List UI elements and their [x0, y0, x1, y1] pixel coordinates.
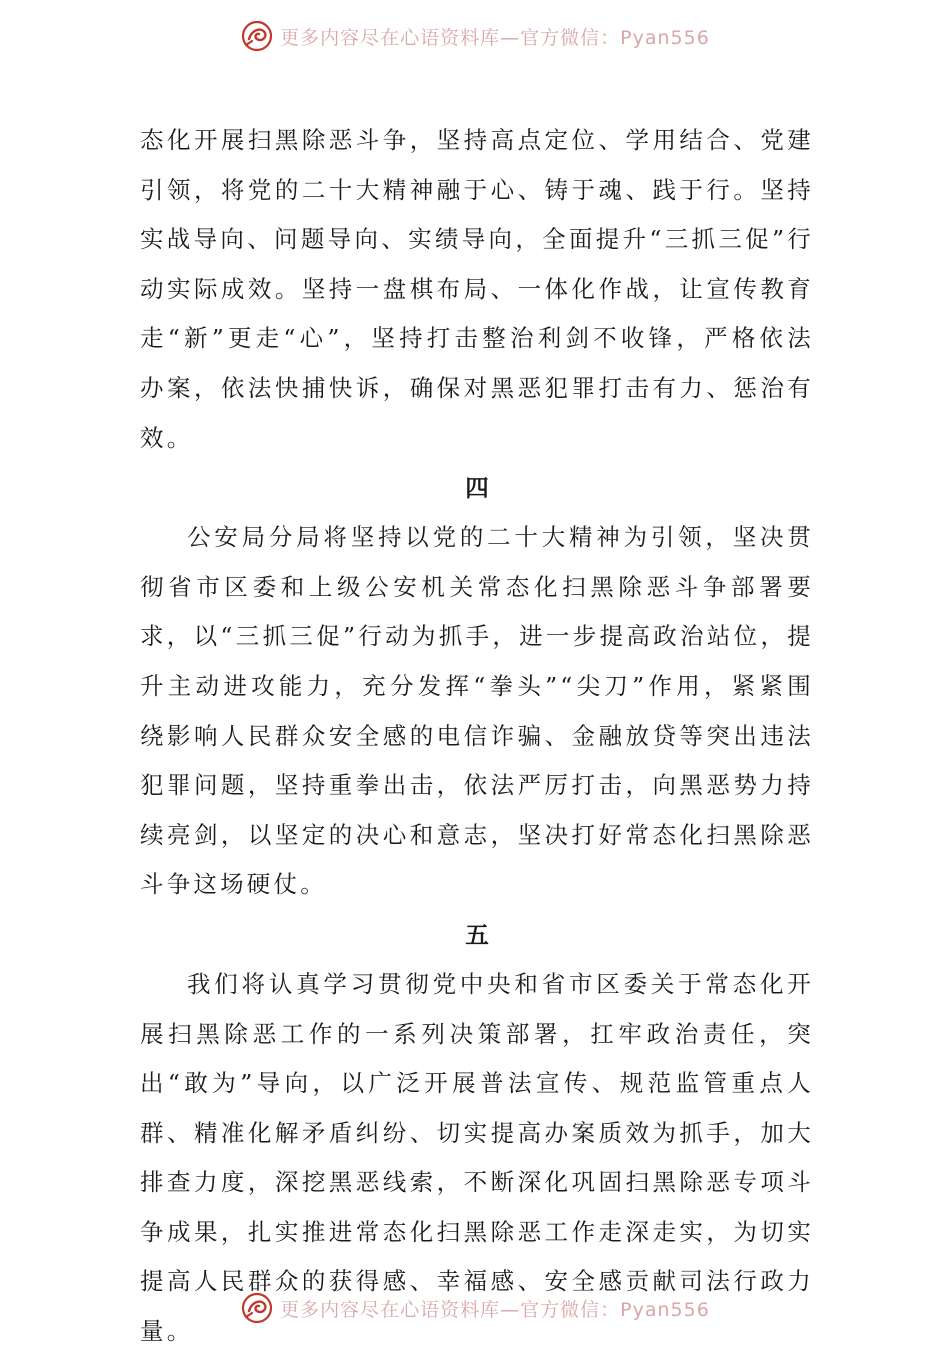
swirl-logo-icon — [240, 1291, 274, 1325]
section-heading-4: 四 — [465, 474, 489, 503]
paragraph-section-4: 公安局分局将坚持以党的二十大精神为引领，坚决贯彻省市区委和上级公安机关常态化扫黑除恶斗争部署要求，以“三抓三促”行动为抓手，进一步提高政治站位，提升主动进攻能力，充分发挥“拳头”“尖刀”作用，紧紧围绕影响人民群众安全感的电信诈骗、金融放贷等突出违法犯罪问题，坚持重拳出击，依法严厉打击，向黑恶势力持续亮剑，以坚定的决心和意志，坚决打好常态化扫黑除恶斗争这场硬仗。 — [140, 523, 814, 899]
section-heading-5: 五 — [465, 920, 489, 949]
watermark-text: 更多内容尽在心语资料库—官方微信：Pyan556 — [280, 1298, 710, 1321]
swirl-logo-icon — [240, 19, 274, 53]
paragraph-continued: 态化开展扫黑除恶斗争，坚持高点定位、学用结合、党建引领，将党的二十大精神融于心、铸于魂、践于行。坚持实战导向、问题导向、实绩导向，全面提升“三抓三促”行动实际成效。坚持一盘棋布局、一体化作战，让宣传教育走“新”更走“心”，坚持打击整治利剑不收锋，严格依法办案，依法快捕快诉，确保对黑恶犯罪打击有力、惩治有效。 — [140, 126, 814, 452]
watermark-text: 更多内容尽在心语资料库—官方微信：Pyan556 — [280, 26, 710, 49]
header-watermark — [0, 16, 950, 56]
document-body — [140, 116, 814, 1357]
paragraph-section-5: 我们将认真学习贯彻党中央和省市区委关于常态化开展扫黑除恶工作的一系列决策部署，扛牢政治责任，突出“敢为”导向，以广泛开展普法宣传、规范监管重点人群、精准化解矛盾纠纷、切实提高办案质效为抓手，加大排查力度，深挖黑恶线索，不断深化巩固扫黑除恶专项斗争成果，扎实推进常态化扫黑除恶工作走深走实，为切实提高人民群众的获得感、幸福感、安全感贡献司法行政力量。 — [140, 969, 814, 1346]
footer-watermark — [0, 1288, 950, 1328]
